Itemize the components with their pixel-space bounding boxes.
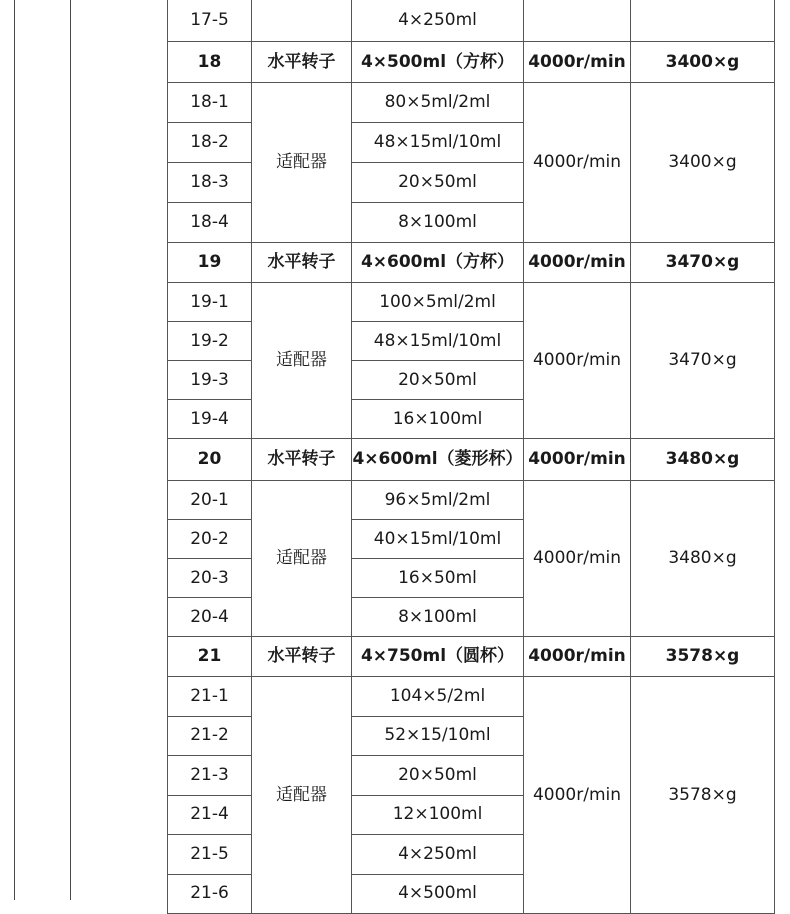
adapter-spec: 16×100ml — [352, 400, 524, 439]
rotor-type: 水平转子 — [252, 42, 352, 83]
adapter-spec: 8×100ml — [352, 598, 524, 637]
adapter-max-speed — [524, 0, 631, 42]
adapter-spec: 12×100ml — [352, 795, 524, 835]
adapter-max-rcf: 3578×g — [631, 677, 775, 914]
adapter-spec: 80×5ml/2ml — [352, 83, 524, 123]
adapter-number: 20-2 — [168, 520, 252, 559]
rotor-number: 20 — [168, 439, 252, 481]
adapter-spec: 20×50ml — [352, 361, 524, 400]
adapter-spec: 104×5/2ml — [352, 677, 524, 717]
adapter-spec: 96×5ml/2ml — [352, 481, 524, 520]
adapter-number: 19-4 — [168, 400, 252, 439]
adapter-label — [252, 0, 352, 42]
adapter-spec: 40×15ml/10ml — [352, 520, 524, 559]
adapter-spec: 52×15/10ml — [352, 716, 524, 756]
rotor-capacity: 4×600ml（方杯） — [352, 243, 524, 283]
adapter-max-rcf: 3470×g — [631, 283, 775, 439]
rotor-number: 21 — [168, 637, 252, 677]
adapter-number: 21-2 — [168, 716, 252, 756]
rotor-max-speed: 4000r/min — [524, 243, 631, 283]
adapter-spec: 20×50ml — [352, 756, 524, 796]
adapter-row-20-1 — [168, 481, 775, 520]
adapter-label: 适配器 — [252, 677, 352, 914]
adapter-label: 适配器 — [252, 283, 352, 439]
adapter-max-rcf: 3400×g — [631, 83, 775, 243]
adapter-max-speed: 4000r/min — [524, 83, 631, 243]
adapter-number: 17-5 — [168, 0, 252, 42]
rotor-row-20 — [168, 439, 775, 481]
rotor-row-19 — [168, 243, 775, 283]
rotor-row-18 — [168, 42, 775, 83]
page-border-left — [14, 0, 15, 900]
adapter-spec: 16×50ml — [352, 559, 524, 598]
adapter-number: 19-3 — [168, 361, 252, 400]
rotor-type: 水平转子 — [252, 243, 352, 283]
adapter-number: 20-4 — [168, 598, 252, 637]
adapter-spec: 48×15ml/10ml — [352, 123, 524, 163]
adapter-spec: 4×250ml — [352, 835, 524, 875]
adapter-number: 18-3 — [168, 163, 252, 203]
adapter-number: 21-4 — [168, 795, 252, 835]
adapter-spec: 20×50ml — [352, 163, 524, 203]
rotor-type: 水平转子 — [252, 637, 352, 677]
adapter-max-speed: 4000r/min — [524, 283, 631, 439]
rotor-spec-table-body — [168, 0, 775, 914]
adapter-row-21-1 — [168, 677, 775, 717]
adapter-row-17-5 — [168, 0, 775, 42]
adapter-spec: 4×500ml — [352, 874, 524, 914]
rotor-row-21 — [168, 637, 775, 677]
rotor-max-speed: 4000r/min — [524, 42, 631, 83]
rotor-max-rcf: 3470×g — [631, 243, 775, 283]
adapter-spec: 100×5ml/2ml — [352, 283, 524, 322]
adapter-number: 21-5 — [168, 835, 252, 875]
rotor-number: 19 — [168, 243, 252, 283]
adapter-max-rcf — [631, 0, 775, 42]
adapter-number: 19-2 — [168, 322, 252, 361]
rotor-capacity: 4×600ml（菱形杯） — [352, 439, 524, 481]
adapter-row-19-1 — [168, 283, 775, 322]
adapter-number: 20-1 — [168, 481, 252, 520]
adapter-spec: 48×15ml/10ml — [352, 322, 524, 361]
adapter-number: 20-3 — [168, 559, 252, 598]
adapter-max-speed: 4000r/min — [524, 481, 631, 637]
rotor-number: 18 — [168, 42, 252, 83]
rotor-max-speed: 4000r/min — [524, 637, 631, 677]
adapter-number: 21-6 — [168, 874, 252, 914]
adapter-spec: 8×100ml — [352, 203, 524, 243]
adapter-number: 19-1 — [168, 283, 252, 322]
rotor-type: 水平转子 — [252, 439, 352, 481]
adapter-max-rcf: 3480×g — [631, 481, 775, 637]
adapter-number: 18-2 — [168, 123, 252, 163]
rotor-max-rcf: 3400×g — [631, 42, 775, 83]
column-divider-outer — [70, 0, 71, 900]
rotor-max-rcf: 3480×g — [631, 439, 775, 481]
rotor-max-rcf: 3578×g — [631, 637, 775, 677]
adapter-number: 18-4 — [168, 203, 252, 243]
adapter-label: 适配器 — [252, 83, 352, 243]
rotor-capacity: 4×500ml（方杯） — [352, 42, 524, 83]
rotor-max-speed: 4000r/min — [524, 439, 631, 481]
rotor-capacity: 4×750ml（圆杯） — [352, 637, 524, 677]
adapter-spec: 4×250ml — [352, 0, 524, 42]
rotor-spec-table — [167, 0, 775, 914]
adapter-label: 适配器 — [252, 481, 352, 637]
adapter-number: 18-1 — [168, 83, 252, 123]
adapter-row-18-1 — [168, 83, 775, 123]
adapter-max-speed: 4000r/min — [524, 677, 631, 914]
adapter-number: 21-3 — [168, 756, 252, 796]
adapter-number: 21-1 — [168, 677, 252, 717]
